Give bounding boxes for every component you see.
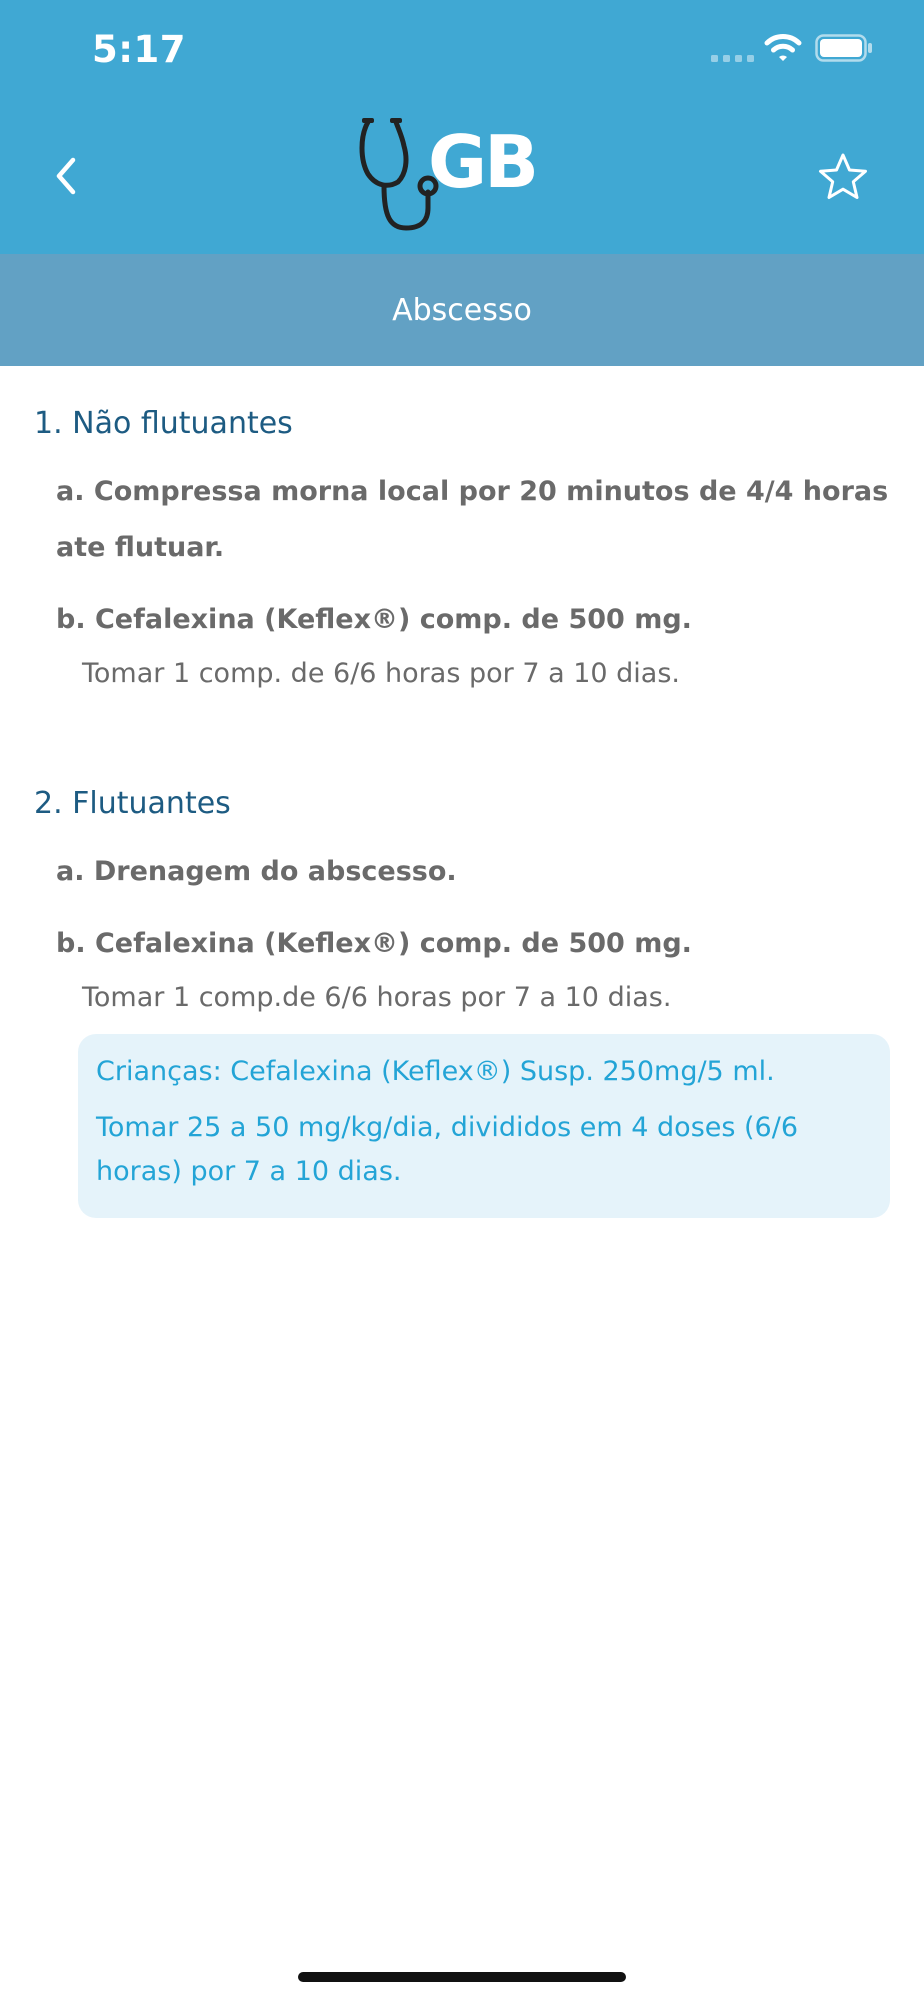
app-header — [0, 0, 924, 254]
wifi-icon — [764, 33, 802, 63]
status-time: 5:17 — [92, 28, 187, 71]
dosage-text: Tomar 1 comp.de 6/6 horas por 7 a 10 dias. — [82, 982, 672, 1013]
cellular-signal-icon — [711, 53, 755, 63]
instruction-cefalexina: b. Cefalexina (Keflex®) comp. de 500 mg. — [56, 928, 692, 959]
dosage-text: Tomar 1 comp. de 6/6 horas por 7 a 10 dias. — [82, 658, 680, 689]
instruction-drenagem: a. Drenagem do abscesso. — [56, 856, 457, 887]
logo-text: GB — [428, 120, 536, 204]
back-button[interactable] — [38, 140, 94, 212]
battery-icon — [815, 34, 873, 62]
section-heading-nao-flutuantes: 1. Não flutuantes — [34, 406, 293, 441]
instruction-compressa-line1: a. Compressa morna local por 20 minutos de 4/4 horas — [56, 476, 889, 507]
page-title-bar — [0, 254, 924, 366]
home-indicator[interactable] — [298, 1972, 626, 1982]
pediatric-note-line: horas) por 7 a 10 dias. — [96, 1156, 402, 1187]
favorite-button[interactable] — [812, 146, 874, 208]
app-logo — [358, 116, 542, 234]
instruction-compressa-line2: ate flutuar. — [56, 532, 225, 563]
page-title: Abscesso — [392, 292, 532, 328]
section-heading-flutuantes: 2. Flutuantes — [34, 786, 231, 821]
pediatric-note-line: Crianças: Cefalexina (Keflex®) Susp. 250mg/5 ml. — [96, 1056, 775, 1087]
instruction-cefalexina: b. Cefalexina (Keflex®) comp. de 500 mg. — [56, 604, 692, 635]
chevron-left-icon — [51, 154, 81, 198]
pediatric-note-line: Tomar 25 a 50 mg/kg/dia, divididos em 4 doses (6/6 — [96, 1112, 799, 1143]
star-outline-icon — [817, 152, 869, 202]
